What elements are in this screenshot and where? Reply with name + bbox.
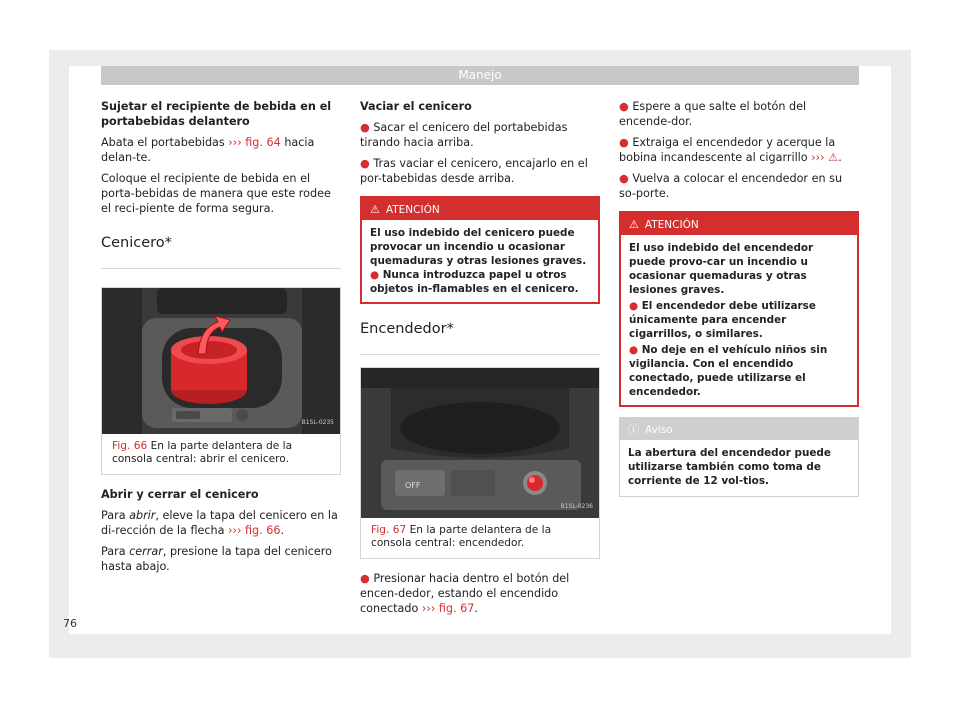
note-box [619,417,859,497]
lighter-photo [361,368,599,518]
heading-sujetar: Sujetar el recipiente de bebida en el portabebidas delantero [101,100,332,128]
note-text: La abertura del encendedor puede utilizarse también como toma de corriente de 12 vol-tios. [628,447,831,487]
bullet-vuelva: ● Vuelva a colocar el encendedor en su so-porte. [619,172,843,200]
page-number: 76 [63,617,77,630]
figure-66 [101,287,341,475]
link-fig-66[interactable]: ››› fig. 66 [228,524,281,537]
header-title: Manejo [458,68,502,82]
paragraph-cerrar: Para cerrar, presione la tapa del cenicero hasta abajo. [101,545,332,573]
figure-code: B1SL-0235 [301,419,334,426]
column-3 [619,99,859,507]
note-header: ⓘ Aviso [620,418,858,440]
warning-box-encendedor [619,211,859,407]
link-fig-64[interactable]: ››› fig. 64 [228,136,281,149]
warning-bullet: ● Nunca introduzca papel u otros objetos in-flamables en el cenicero. [370,269,579,295]
section-cenicero [101,236,341,269]
svg-text:OFF: OFF [405,481,421,490]
figure-caption-67: Fig. 67 En la parte delantera de la consola central: encendedor. [371,524,552,549]
ashtray-photo [102,288,340,434]
section-header [101,66,859,85]
bullet-extraiga: ● Extraiga el encendedor y acerque la bobina incandescente al cigarrillo ››› ⚠. [619,136,842,164]
warning-text: El uso indebido del cenicero puede provocar un incendio u ocasionar quemaduras y otras lesiones graves. [370,227,587,267]
section-title-encendedor: Encendedor* [360,321,454,337]
ashtray-illustration [102,288,340,434]
heading-vaciar: Vaciar el cenicero [360,100,472,113]
paragraph-abata: Abata el portabebidas ››› fig. 64 hacia delan-te. [101,136,315,164]
lighter-illustration [361,368,599,518]
bullet-tras-vaciar: ● Tras vaciar el cenicero, encajarlo en el por-tabebidas desde arriba. [360,157,588,185]
figure-label: Fig. 67 [371,524,407,536]
info-icon: ⓘ [628,423,639,436]
link-warning[interactable]: ››› [811,151,825,164]
column-1 [101,99,341,580]
warning-box-cenicero [360,196,600,304]
warning-header: ⚠ ATENCIÓN [621,213,857,235]
paragraph-coloque: Coloque el recipiente de bebida en el porta-bebidas de manera que este rodee el reci-piente de forma segura. [101,172,331,215]
bullet-presionar: ● Presionar hacia dentro el botón del encen-dedor, estando el encendido conectado ››› fig. 67. [360,572,570,615]
figure-67 [360,367,600,559]
warning-bullet: ● No deje en el vehículo niños sin vigilancia. Con el encendido conectado, puede utilizarse el encendedor. [629,344,828,398]
warning-icon: ⚠ [370,203,380,216]
warning-bullet: ● El encendedor debe utilizarse únicamente para encender cigarrillos, o similares. [629,300,816,340]
warning-icon: ⚠ [828,151,839,164]
warning-icon: ⚠ [629,218,639,231]
warning-text: El uso indebido del encendedor puede provo-car un incendio u ocasionar quemaduras y otras lesiones graves. [629,242,814,296]
figure-caption-66: Fig. 66 En la parte delantera de la consola central: abrir el cenicero. [112,440,293,465]
figure-code: B1SL-0236 [560,503,593,510]
warning-body [362,220,598,302]
bullet-espere: ● Espere a que salte el botón del encende-dor. [619,100,807,128]
warning-header: ⚠ ATENCIÓN [362,198,598,220]
figure-label: Fig. 66 [112,440,148,452]
paragraph-abrir: Para abrir, eleve la tapa del cenicero en la di-rección de la flecha ››› fig. 66. [101,509,338,537]
warning-body [621,235,857,405]
section-encendedor [360,322,600,355]
column-2 [360,99,600,622]
section-title-cenicero: Cenicero* [101,235,172,251]
heading-abrir-cerrar: Abrir y cerrar el cenicero [101,488,259,501]
bullet-sacar: ● Sacar el cenicero del portabebidas tirando hacia arriba. [360,121,568,149]
link-fig-67[interactable]: ››› fig. 67 [421,602,475,615]
